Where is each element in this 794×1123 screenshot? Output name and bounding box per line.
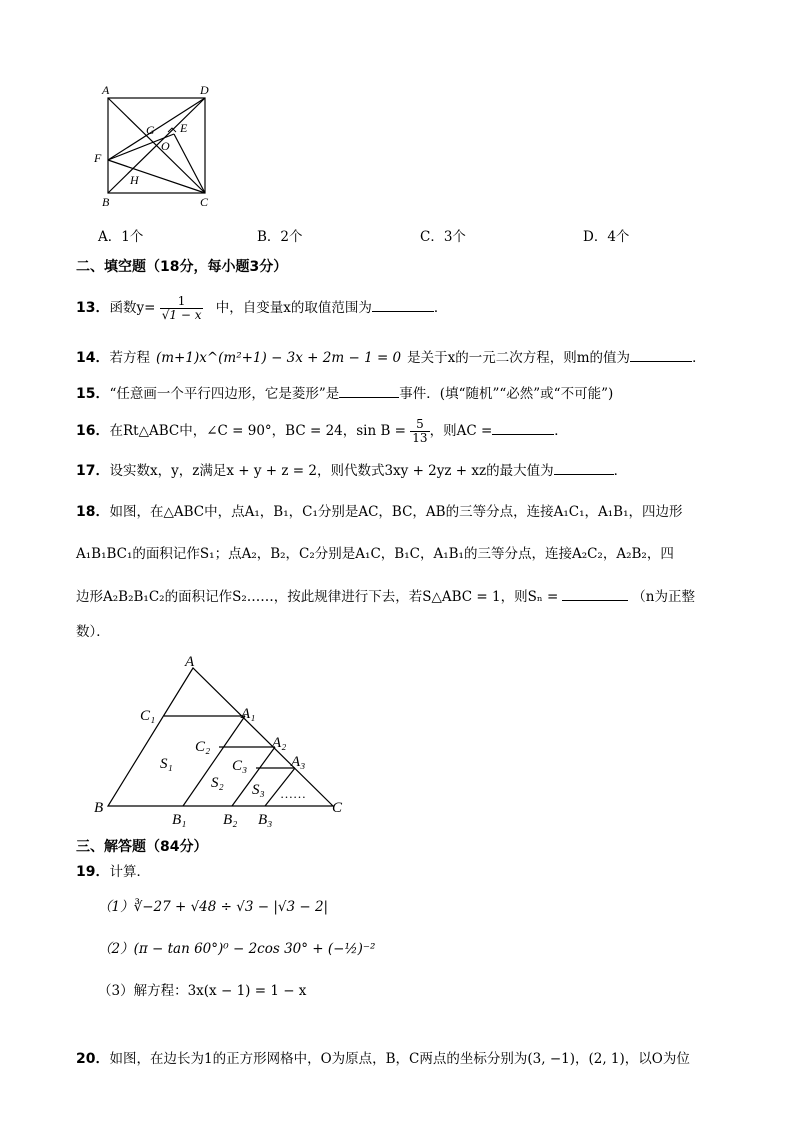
label-a1: A₁ [241,706,256,722]
section-solution-heading: 三、解答题（84分） [76,839,208,855]
label-g: G [146,123,155,137]
label-a2: A₂ [272,735,287,751]
section-fill-in-heading: 二、填空题（18分，每小题3分） [76,259,288,275]
question-13: 13．函数y= $\frac{1}{√1 - x}$ 中，自变量x的取值范围为 ． [76,294,448,322]
question-15: 15．“任意画一个平行四边形，它是菱形”是 事件．(填“随机”“必然”或“不可能”) [76,383,613,403]
question-19-part-1: （1）∛−27 + √48 ÷ √3 − |√3 − 2| [98,899,329,915]
question-18-line-4: 数）． [76,624,110,640]
label-b2: B₂ [223,812,238,828]
label-s1: S₁ [160,756,173,772]
question-18-line-2: A₁B₁BC₁的面积记作S₁；点A₂，B₂，C₂分别是A₁C，B₁C，A₁B₁的三等分点，连接A₂C₂，A₂B₂，四 [76,546,674,562]
label-f: F [94,151,102,165]
label-c: C [200,195,209,209]
option-c: C．3个 [420,229,466,245]
label-a: A [102,83,110,97]
label-b3: B₃ [258,812,273,828]
label-c1: C₁ [140,708,156,724]
label-a3: A₃ [291,754,306,770]
option-d: D．4个 [583,229,630,245]
label-d: D [200,83,209,97]
question-14: 14．若方程 (m+1)x^(m²+1) − 3x + 2m − 1 = 0 是关于x的一元二次方程，则m的值为 ． [76,347,706,367]
label-s3: S₃ [252,782,265,798]
question-16: 16．在Rt△ABC中，∠C = 90°，BC = 24，sin B = $\frac{5}{13}$ ，则AC = ． [76,417,568,445]
question-19: 19．计算． [76,864,150,880]
option-b: B．2个 [257,229,303,245]
label-o: O [161,139,170,153]
label-b1: B₁ [172,812,187,828]
question-19-part-3: （3）解方程：3x(x − 1) = 1 − x [98,983,307,999]
label-a: A [185,654,195,670]
label-dots: …… [280,786,306,801]
fraction: $\frac{1}{√1 - x}$ [161,294,202,322]
triangle-figure [88,650,358,830]
label-b: B [94,800,104,816]
label-c2: C₂ [195,739,211,755]
fraction: $\frac{5}{13}$ [412,417,428,445]
option-a: A．1个 [98,229,144,245]
square-figure [88,82,218,210]
label-c: C [332,800,343,816]
question-18-line-3: 边形A₂B₂B₁C₂的面积记作S₂……，按此规律进行下去，若S△ABC = 1，则Sₙ = （n为正整 [76,586,695,606]
label-s2: S₂ [211,775,224,791]
question-19-part-2: （2）(π − tan 60°)⁰ − 2cos 30° + (−½)⁻² [98,941,376,957]
label-h: H [130,173,139,187]
question-20: 20．如图，在边长为1的正方形网格中，O为原点，B，C两点的坐标分别为(3, −1)，(2, 1)，以O为位 [76,1051,690,1067]
label-c3: C₃ [232,758,248,774]
label-e: E [180,121,188,135]
question-18-line-1: 18．如图，在△ABC中，点A₁，B₁，C₁分别是AC，BC，AB的三等分点，连接A₁C₁，A₁B₁，四边形 [76,504,683,520]
label-b: B [102,195,110,209]
question-17: 17．设实数x，y，z满足x + y + z = 2，则代数式3xy + 2yz + xz的最大值为 ． [76,460,627,480]
